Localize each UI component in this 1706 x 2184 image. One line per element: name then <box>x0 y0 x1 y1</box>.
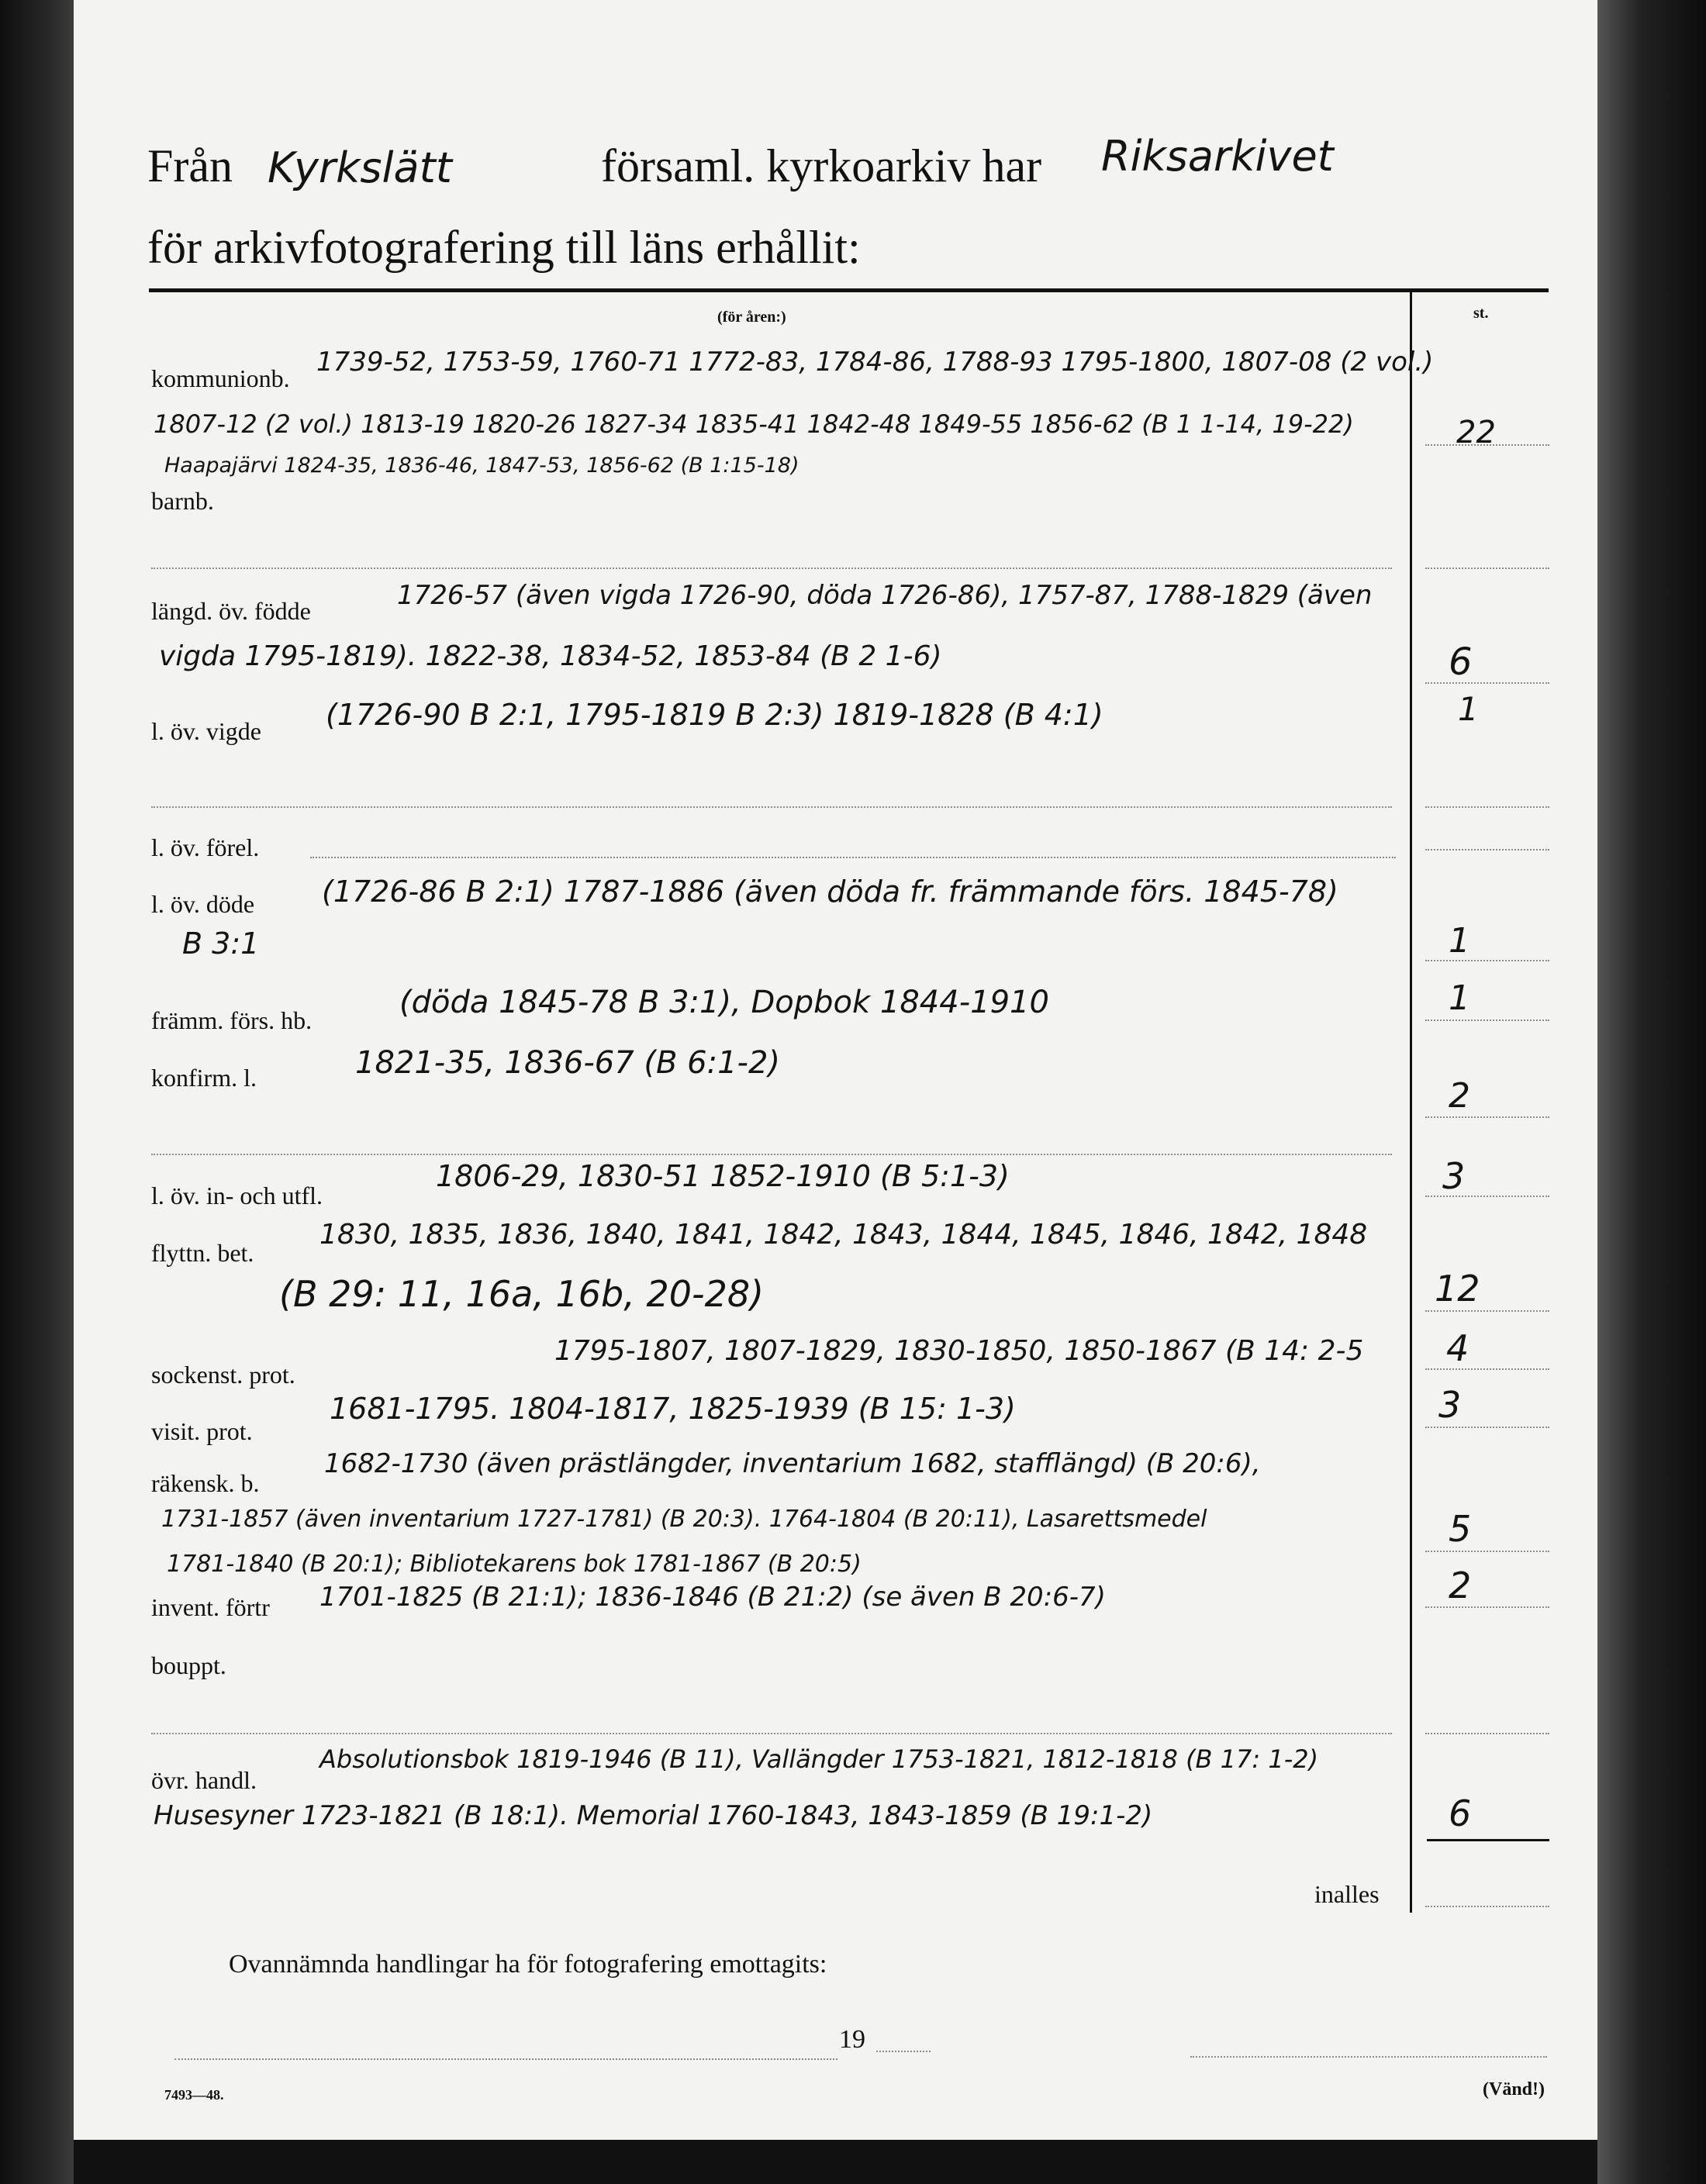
row-count-sockenst: 4 <box>1446 1327 1469 1369</box>
row-entry-framm: (döda 1845-78 B 3:1), Dopbok 1844-1910 <box>399 985 1049 1020</box>
row-label-rakensk: räkensk. b. <box>151 1469 260 1497</box>
row-label-bouppt: bouppt. <box>151 1651 226 1679</box>
signature-dotted-line <box>1190 2056 1547 2058</box>
header-mid-label: församl. kyrkoarkiv har <box>601 140 1042 191</box>
row-dotted-line <box>151 806 1392 808</box>
scan-edge-left <box>0 0 85 2184</box>
count-dotted-line <box>1425 1427 1549 1428</box>
count-dotted-line <box>1425 806 1549 808</box>
row-entry-vigde: (1726-90 B 2:1, 1795-1819 B 2:3) 1819-1828 (B 4:1) <box>326 698 1103 732</box>
total-dotted-line <box>1425 1906 1549 1907</box>
row-label-flyttn: flyttn. bet. <box>151 1239 254 1267</box>
place-dotted-line <box>174 2058 837 2060</box>
row-label-inutfl: l. öv. in- och utfl. <box>151 1182 323 1209</box>
turn-over-label: (Vänd!) <box>1483 2079 1545 2099</box>
row-dotted-line <box>151 1154 1392 1155</box>
row-label-framm: främm. förs. hb. <box>151 1006 313 1034</box>
row-label-forel: l. öv. förel. <box>151 833 260 861</box>
row-label-kommunionb: kommunionb. <box>151 364 290 392</box>
count-dotted-line <box>1425 1606 1549 1608</box>
row-count-kommunionb: 22 <box>1456 415 1496 450</box>
row-entry-rakensk-2: 1731-1857 (även inventarium 1727-1781) (B 20:3). 1764-1804 (B 20:11), Lasarettsmedel <box>161 1506 1207 1533</box>
count-dotted-line <box>1425 1196 1549 1197</box>
count-dotted-line <box>1425 1733 1549 1734</box>
row-count-vigde: 1 <box>1458 690 1479 728</box>
row-label-sockenst: sockenst. prot. <box>151 1361 295 1389</box>
fran-value: Kyrkslätt <box>268 143 452 192</box>
row-entry-flyttn-1: 1830, 1835, 1836, 1840, 1841, 1842, 1843, 1844, 1845, 1846, 1842, 1848 <box>319 1219 1368 1251</box>
count-dotted-line <box>1425 1020 1549 1021</box>
row-count-konfirm: 2 <box>1449 1076 1470 1116</box>
count-dotted-line <box>1425 444 1549 446</box>
row-label-invent: invent. förtr <box>151 1593 270 1621</box>
row-entry-dode-1: (1726-86 B 2:1) 1787-1886 (även döda fr. främmande förs. 1845-78) <box>322 875 1338 909</box>
count-dotted-line <box>1425 1116 1549 1118</box>
row-entry-konfirm: 1821-35, 1836-67 (B 6:1-2) <box>355 1045 781 1081</box>
table-top-rule <box>149 288 1549 292</box>
count-dotted-line <box>1425 1368 1549 1370</box>
row-entry-kommunionb-3: Haapajärvi 1824-35, 1836-46, 1847-53, 1856-62 (B 1:15-18) <box>164 454 799 478</box>
count-dotted-line <box>1425 568 1549 569</box>
row-entry-ovr-1: Absolutionsbok 1819-1946 (B 11), Vallängder 1753-1821, 1812-1818 (B 17: 1-2) <box>319 1744 1319 1774</box>
row-entry-fodde-1: 1726-57 (även vigda 1726-90, döda 1726-86), 1757-87, 1788-1829 (även <box>397 580 1373 611</box>
sum-rule <box>1427 1839 1549 1841</box>
row-entry-invent: 1701-1825 (B 21:1); 1836-1846 (B 21:2) (se även B 20:6-7) <box>319 1582 1106 1613</box>
row-entry-dode-2: B 3:1 <box>182 926 260 961</box>
header-line2: för arkivfotografering till läns erhållit: <box>147 222 861 273</box>
total-label: inalles <box>1314 1880 1380 1908</box>
row-count-visit: 3 <box>1438 1384 1462 1426</box>
count-dotted-line <box>1425 1551 1549 1552</box>
row-dotted-line <box>151 568 1392 569</box>
count-column-header: st. <box>1473 305 1489 322</box>
count-dotted-line <box>1425 849 1549 850</box>
har-value: Riksarkivet <box>1101 132 1334 181</box>
row-count-flyttn: 12 <box>1435 1268 1480 1309</box>
count-dotted-line <box>1425 1310 1549 1312</box>
scan-edge-right <box>1597 0 1706 2184</box>
row-label-ovr: övr. handl. <box>151 1766 257 1794</box>
scan-edge-bottom <box>74 2140 1597 2184</box>
row-entry-ovr-2: Husesyner 1723-1821 (B 18:1). Memorial 1760-1843, 1843-1859 (B 19:1-2) <box>154 1800 1153 1831</box>
row-entry-rakensk-1: 1682-1730 (även prästlängder, inventarium 1682, stafflängd) (B 20:6), <box>324 1448 1261 1479</box>
row-entry-flyttn-2: (B 29: 11, 16a, 16b, 20-28) <box>279 1273 765 1315</box>
received-text: Ovannämnda handlingar ha för fotografering emottagits: <box>229 1950 827 1979</box>
count-dotted-line <box>1425 960 1549 961</box>
row-dotted-line <box>151 1733 1392 1734</box>
years-column-header: (för åren:) <box>717 309 786 326</box>
row-count-dode: 1 <box>1449 921 1470 961</box>
row-count-rakensk: 5 <box>1449 1508 1472 1550</box>
row-entry-inutfl: 1806-29, 1830-51 1852-1910 (B 5:1-3) <box>436 1159 1010 1193</box>
row-label-barnb: barnb. <box>151 487 214 515</box>
row-dotted-line <box>310 857 1396 858</box>
row-count-invent: 2 <box>1449 1565 1472 1606</box>
year-dotted-line <box>876 2051 931 2052</box>
row-label-dode: l. öv. döde <box>151 890 255 918</box>
fran-label: Från <box>147 140 233 191</box>
row-entry-kommunionb-2: 1807-12 (2 vol.) 1813-19 1820-26 1827-34 1835-41 1842-48 1849-55 1856-62 (B 1 1-14, 19-22) <box>154 409 1354 439</box>
count-column-divider <box>1410 292 1412 1913</box>
row-entry-fodde-2: vigda 1795-1819). 1822-38, 1834-52, 1853-84 (B 2 1-6) <box>159 640 942 672</box>
count-dotted-line <box>1425 682 1549 684</box>
year-prefix: 19 <box>839 2025 865 2054</box>
form-number: 7493—48. <box>164 2087 224 2103</box>
row-count-ovr: 6 <box>1449 1792 1472 1834</box>
row-label-visit: visit. prot. <box>151 1417 253 1445</box>
row-label-fodde: längd. öv. födde <box>151 597 311 625</box>
row-count-fodde: 6 <box>1449 640 1473 684</box>
row-count-framm: 1 <box>1449 978 1470 1018</box>
row-entry-rakensk-3: 1781-1840 (B 20:1); Bibliotekarens bok 1781-1867 (B 20:5) <box>167 1551 862 1578</box>
row-entry-kommunionb-1: 1739-52, 1753-59, 1760-71 1772-83, 1784-86, 1788-93 1795-1800, 1807-08 (2 vol.) <box>316 347 1434 378</box>
row-label-konfirm: konfirm. l. <box>151 1064 257 1092</box>
row-entry-visit: 1681-1795. 1804-1817, 1825-1939 (B 15: 1-3) <box>330 1392 1016 1426</box>
row-entry-sockenst: 1795-1807, 1807-1829, 1830-1850, 1850-1867 (B 14: 2-5 <box>554 1335 1364 1367</box>
row-count-inutfl: 3 <box>1442 1155 1466 1197</box>
document-page <box>74 0 1597 2184</box>
row-label-vigde: l. öv. vigde <box>151 717 261 745</box>
